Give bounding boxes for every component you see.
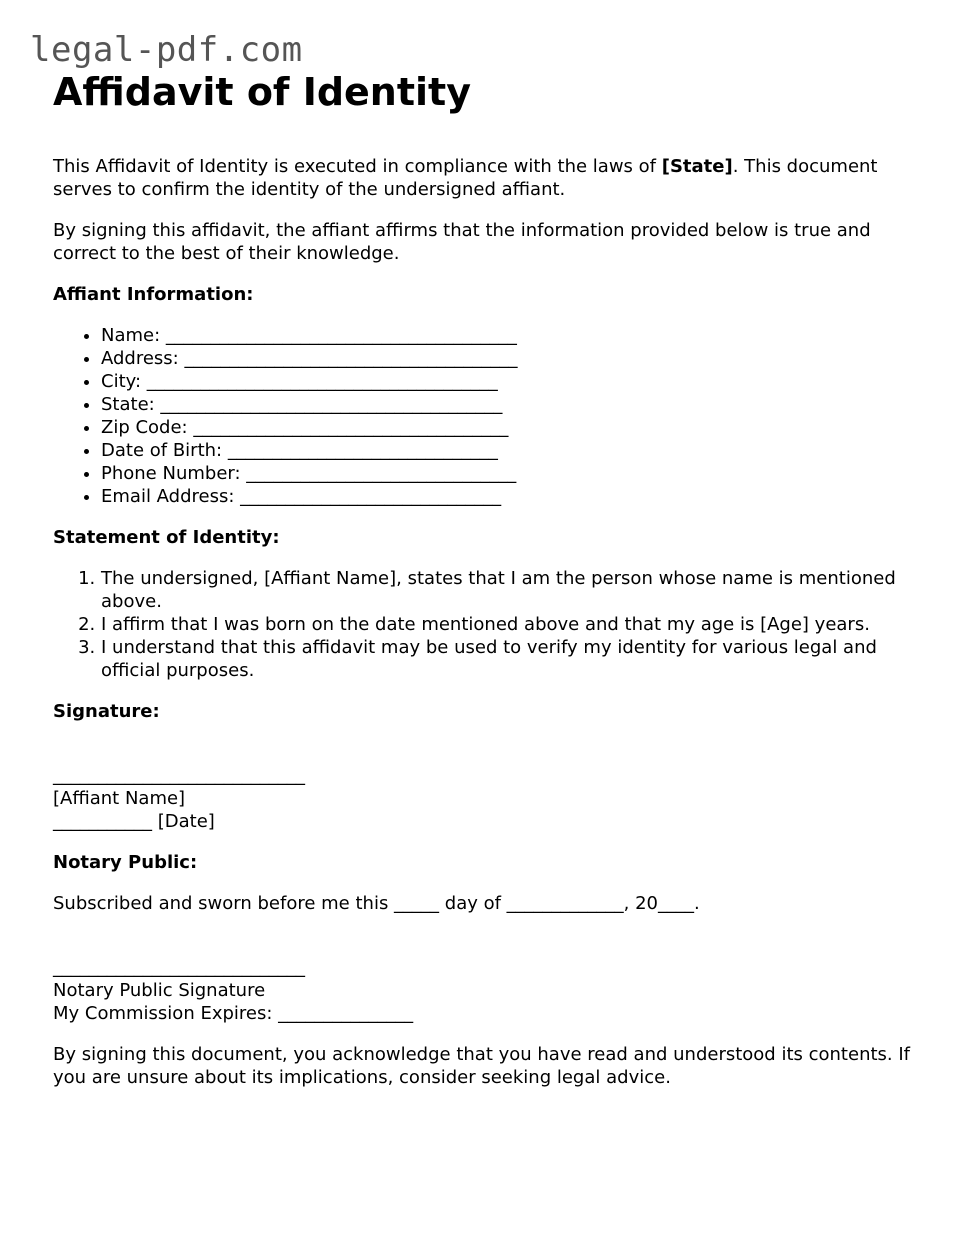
document-page (53, 68, 933, 1107)
statement-list (53, 567, 933, 682)
notary-signature-line: ____________________________ (53, 957, 305, 978)
field-zip-code: • Zip Code: ___________________________________ (101, 416, 933, 439)
signature-heading: Signature: (53, 701, 160, 722)
field-name: • Name: _______________________________________ (101, 324, 933, 347)
affiant-name-label: [Affiant Name] (53, 788, 186, 809)
statement-item: 1. The undersigned, [Affiant Name], states that I am the person whose name is mentioned above. (101, 567, 933, 613)
field-state: • State: ______________________________________ (101, 393, 933, 416)
watermark: legal-pdf.com (30, 30, 303, 70)
statement-heading: Statement of Identity: (53, 527, 280, 548)
signature-block (53, 741, 933, 833)
closing-paragraph: By signing this document, you acknowledge that you have read and understood its contents. If you are unsure about its implications, consider seeking legal advice. (53, 1044, 910, 1088)
commission-expiry: My Commission Expires: _______________ (53, 1003, 414, 1024)
signature-line: ____________________________ (53, 765, 305, 786)
notary-signature-label: Notary Public Signature (53, 980, 266, 1001)
intro-paragraph (53, 155, 933, 201)
affiant-info-list (53, 324, 933, 508)
intro-text-before: This Affidavit of Identity is executed in compliance with the laws of (53, 156, 662, 177)
state-placeholder: [State] (661, 156, 733, 177)
field-phone-number: • Phone Number: ______________________________ (101, 462, 933, 485)
intro-text-after: . This document serves to confirm the identity of the undersigned affiant. (53, 156, 878, 200)
field-address: • Address: _____________________________________ (101, 347, 933, 370)
document-title: Affidavit of Identity (53, 70, 471, 114)
signature-spacer (53, 741, 933, 764)
signature-date-line: ___________ [Date] (53, 811, 215, 832)
notary-heading: Notary Public: (53, 852, 198, 873)
field-date-of-birth: • Date of Birth: ______________________________ (101, 439, 933, 462)
notary-signature-block (53, 933, 933, 1025)
notary-spacer (53, 933, 933, 956)
field-email-address: • Email Address: _____________________________ (101, 485, 933, 508)
affiant-info-heading: Affiant Information: (53, 284, 254, 305)
field-city: • City: _______________________________________ (101, 370, 933, 393)
notary-sworn-text: Subscribed and sworn before me this _____ day of _____________, 20____. (53, 893, 700, 914)
statement-item: 3. I understand that this affidavit may be used to verify my identity for various legal and official purposes. (101, 636, 933, 682)
statement-item: 2. I affirm that I was born on the date mentioned above and that my age is [Age] years. (101, 613, 933, 636)
affirmation-paragraph: By signing this affidavit, the affiant affirms that the information provided below is true and correct to the best of their knowledge. (53, 220, 871, 264)
